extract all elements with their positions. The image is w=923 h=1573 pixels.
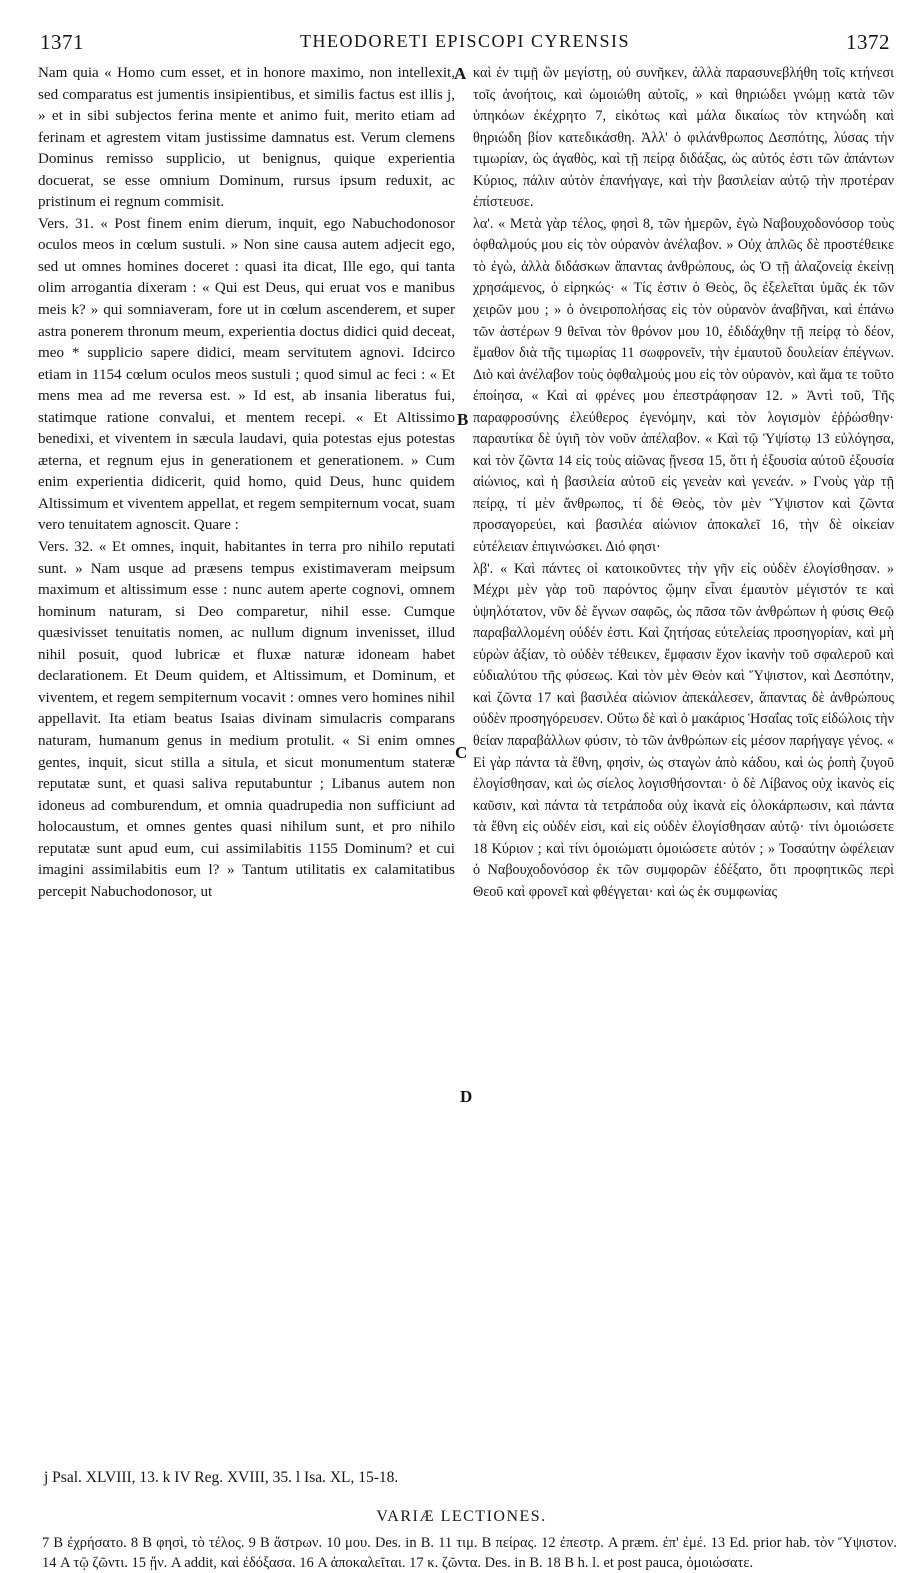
latin-paragraph-2: Vers. 31. « Post finem enim dierum, inquit, ego Nabuchodonosor oculos meos in cœlum sustuli. » Non sine causa autem adjecit ego, sed ut omnes homines doceret : quasi ita dicat, Ille ego, qui tanta olim arrogantia dixeram : « Qui est Deus, qui eruat vos e manibus meis k? » qui somniaveram, fore ut in cœlum ascenderem, et super astra ponerem thronum meum, experientia doctus didici quid deceat, meo * supplicio sapere didici, meam servitutem agnovi. Idcirco etiam in 1154 cœlum oculos meos sustuli ; quod simul ac feci : « Et mens mea ad me reversa est. » Id est, ab insania liberatus fui, statimque ratione convalui, et mentem recepi. « Et Altissimo benedixi, et viventem in sæcula laudavi, quia potestas ejus potestas æterna, et regnum ejus in generationem et generationem. » Cum enim experientia didicerit, quid homo, quid Deus, hunc quidem Altissimum et viventem appellat, et regem sempiternum vocat, suam vero tenuitatem agnoscit. Quare : <box>38 215 455 534</box>
scripture-footnotes: j Psal. XLVIII, 13. k IV Reg. XVIII, 35. l Isa. XL, 15-18. <box>44 1469 399 1486</box>
right-page-number: 1372 <box>846 30 890 54</box>
latin-column <box>38 63 455 903</box>
variae-lectiones-heading: VARIÆ LECTIONES. <box>376 1508 547 1525</box>
margin-letter-a: A <box>454 64 467 83</box>
variae-lectiones-text: 7 B ἐχρήσατο. 8 B φησὶ, τὸ τέλος. 9 B ἄστρων. 10 μου. Des. in B. 11 τιμ. B πείρας. 12 ἐπεστρ. A præm. ἐπ' ἐμέ. 13 Ed. prior hab. τὸν Ὕψιστον. 14 A τῷ ζῶντι. 15 ᾔν. A addit, καὶ ἐδόξασα. 16 A ἀποκαλεῖται. 17 κ. ζῶντα. Des. in B. 18 B h. l. et post pauca, ὁμοιώσατε. <box>42 1535 897 1571</box>
greek-column <box>473 63 894 903</box>
greek-paragraph-2: λα'. « Μετὰ γὰρ τέλος, φησὶ 8, τῶν ἡμερῶν, ἐγὼ Ναβουχοδονόσορ τοὺς ὀφθαλμούς μου εἰς τὸν οὐρανὸν ἀνέλαβον. » Οὐχ ἁπλῶς δὲ προστέθεικε τὸ ἐγὼ, ἀλλὰ διδάσκων ἅπαντας ἀνθρώπους, ὡς Ὁ τῇ ἀλαζονείᾳ ἐκείνῃ χρησάμενος, ὁ εἰρηκώς· « Τίς ἐστιν ὁ Θεὸς, ὃς ἐξελεῖται ὑμᾶς ἐκ τῶν χειρῶν μου ; » ὁ ὀνειροπολήσας εἰς τὸν οὐρανὸν ἀναβῆναι, καὶ ἐπάνω τῶν ἀστέρων 9 θεῖναι τὸν θρόνον μου 10, ἐδιδάχθην τῇ πείρᾳ τὸ δέον, ἔμαθον διὰ τῆς τιμωρίας 11 σωφρονεῖν, τὴν ἐμαυτοῦ δουλείαν ἐπέγνων. Διὸ καὶ ἀνέλαβον τοὺς ὀφθαλμούς μου εἰς τὸν οὐρανὸν, καὶ ἅμα τε τοῦτο ἐποίησα, « Καὶ αἱ φρένες μου ἐπεστράφησαν 12. » Ἀντὶ τοῦ, Τῆς παραφροσύνης ἐλεύθερος ἐγενόμην, καὶ τὸν λογισμὸν ἐῤῥώσθην· παραυτίκα δὲ ὑγιῆ τὸν νοῦν ἀπέλαβον. « Καὶ τῷ Ὑψίστῳ 13 εὐλόγησα, καὶ τὸν ζῶντα 14 εἰς τοὺς αἰῶνας ᾔνεσα 15, ὅτι ἡ ἐξουσία αὐτοῦ ἐξουσία αἰώνιος, καὶ ἡ βασιλεία αὐτοῦ εἰς γενεὰν καὶ γενεάν. » Γνοὺς γὰρ τῇ πείρᾳ, τί μὲν ἄνθρωπος, τί δὲ Θεὸς, τὸν μὲν Ὕψιστον καὶ ζῶντα προσαγορεύει, καὶ βασιλέα αἰώνιον ἀποκαλεῖ 16, τὴν δὲ οἰκείαν εὐτέλειαν ἐπιγινώσκει. Διό φησι· <box>473 215 894 556</box>
latin-paragraph-3: Vers. 32. « Et omnes, inquit, habitantes in terra pro nihilo reputati sunt. » Nam usque ad præsens tempus existimaveram meipsum maximum et altissimum esse : nunc autem aperte cognovi, omnem hominum naturam, si Deo comparetur, nihil esse. Cumque quæsivisset tenuitatis nomen, ac nullum dignum invenisset, illud nihil posuit, quod lubricæ et fluxæ naturæ idoneam habet declarationem. Et Deum quidem, et Altissimum, et Dominum, et viventem, et regem sempiternum vocavit : omnes vero homines nihil appellavit. Ita etiam beatus Isaias divinam simulacris comparans naturam, humanum genus in medium protulit. « Si enim omnes gentes, inquit, sicut stilla a situla, et sicut monumentum stateræ reputatæ sunt, et quasi saliva reputabuntur ; Libanus autem non idoneus ad comburendum, et omnia quadrupedia non sufficiunt ad holocaustum, et omnes gentes quasi nihilum sunt, et pro nihilo reputatæ sunt apud eum, cui assimilabitis 1155 Dominum? et cui imagini assimilabitis eum l? » Tantum utilitatis ex calamitatibus percepit Nabuchodonosor, ut <box>38 539 455 900</box>
greek-paragraph-1: καὶ ἐν τιμῇ ὢν μεγίστῃ, οὐ συνῆκεν, ἀλλὰ παρασυνεβλήθη τοῖς κτήνεσι τοῖς ἀνοήτοις, καὶ ὡμοιώθη αὐτοῖς, » καὶ θηριώδει γνώμῃ κατὰ τῶν ὑπηκόων ἐκέχρητο 7, εἰκότως καὶ μάλα δικαίως τὸν κτηνώδη καὶ θηριώδη βίον κατεδικάσθη. Ἀλλ' ὁ φιλάνθρωπος Δεσπότης, λύσας τὴν τιμωρίαν, ὡς ἀγαθὸς, καὶ τῇ πείρᾳ διδάξας, ὡς αὐτός ἐστι τῶν ἁπάντων Κύριος, πάλιν αὐτὸν ἐπανήγαγε, καὶ τὴν βασιλείαν αὐτῷ τὴν προτέραν ἐπίστευσε. <box>473 65 894 211</box>
latin-paragraph-1: Nam quia « Homo cum esset, et in honore maximo, non intellexit, sed comparatus est jumentis insipientibus, et similis factus est illis j, » et in sibi subjectos ferina mente et animo fuit, merito etiam ad ferinam et agrestem vitam justissime damnatus est. Verum clemens Dominus remisso supplicio, ut benignus, quique experientia docuerat, se esse omnium Dominum, rursus ipsum reduxit, ac pristinum ei regnum commisit. <box>38 65 455 211</box>
margin-letter-b: B <box>457 410 469 429</box>
margin-letter-c: C <box>455 743 468 762</box>
greek-paragraph-3: λβ'. « Καὶ πάντες οἱ κατοικοῦντες τὴν γῆν εἰς οὐδὲν ἐλογίσθησαν. » Μέχρι μὲν γὰρ τοῦ παρόντος ᾤμην εἶναι ἐμαυτὸν μέγιστόν τε καὶ ὑψηλότατον, νῦν δὲ ἔγνων σαφῶς, ὡς πᾶσα τῶν ἀνθρώπων ἡ φύσις Θεῷ παραβαλλομένη οὐδέν ἐστι. Καὶ ζητήσας εὐτελείας προσηγορίαν, καὶ μὴ εὑρὼν ἀξίαν, τὸ οὐδὲν τέθεικεν, ἔμφασιν ἔχον ἱκανὴν τοῦ σφαλεροῦ καὶ εὐδιαλύτου τῆς φύσεως. Καὶ τὸν μὲν Θεὸν καὶ Ὕψιστον, καὶ Δεσπότην, καὶ ζῶντα 17 καὶ βασιλέα αἰώνιον ἀπεκάλεσεν, ἅπαντας δὲ ἀνθρώπους οὐδὲν προσηγόρευσεν. Οὕτω δὲ καὶ ὁ μακάριος Ἡσαΐας τοῖς εἰδώλοις τὴν θείαν παραβάλλων φύσιν, τὸ τῶν ἀνθρώπων εἰς μέσον παρήγαγε γένος. « Εἰ γὰρ πάντα τὰ ἔθνη, φησὶν, ὡς σταγὼν ἀπὸ κάδου, καὶ ὡς ῥοπὴ ζυγοῦ ἐλογίσθησαν, καὶ ὡς σίελος λογισθήσονται· ὁ δὲ Λίβανος οὐχ ἱκανὸς εἰς καῦσιν, καὶ πάντα τὰ τετράποδα οὐχ ἱκανὰ εἰς ὁλοκάρπωσιν, καὶ πάντα τὰ ἔθνη εἰς οὐδέν εἰσι, καὶ εἰς οὐδὲν ἐλογίσθησαν αὐτῷ· τίνι ὁμοιώσετε 18 Κύριον ; καὶ τίνι ὁμοιώματι ὁμοιώσετε αὐτόν ; » Τοσαύτην ὠφέλειαν ὁ Ναβουχοδονόσορ ἐκ τῶν συμφορῶν ἐδέξατο, ὅτι προφητικῶς περὶ Θεοῦ καὶ φρονεῖ καὶ φθέγγεται· καὶ ὡς ἐκ συμφωνίας <box>473 560 894 900</box>
margin-letter-d: D <box>460 1087 473 1106</box>
page-header <box>40 30 890 56</box>
running-title: THEODORETI EPISCOPI CYRENSIS <box>299 31 631 51</box>
left-page-number: 1371 <box>40 30 84 54</box>
